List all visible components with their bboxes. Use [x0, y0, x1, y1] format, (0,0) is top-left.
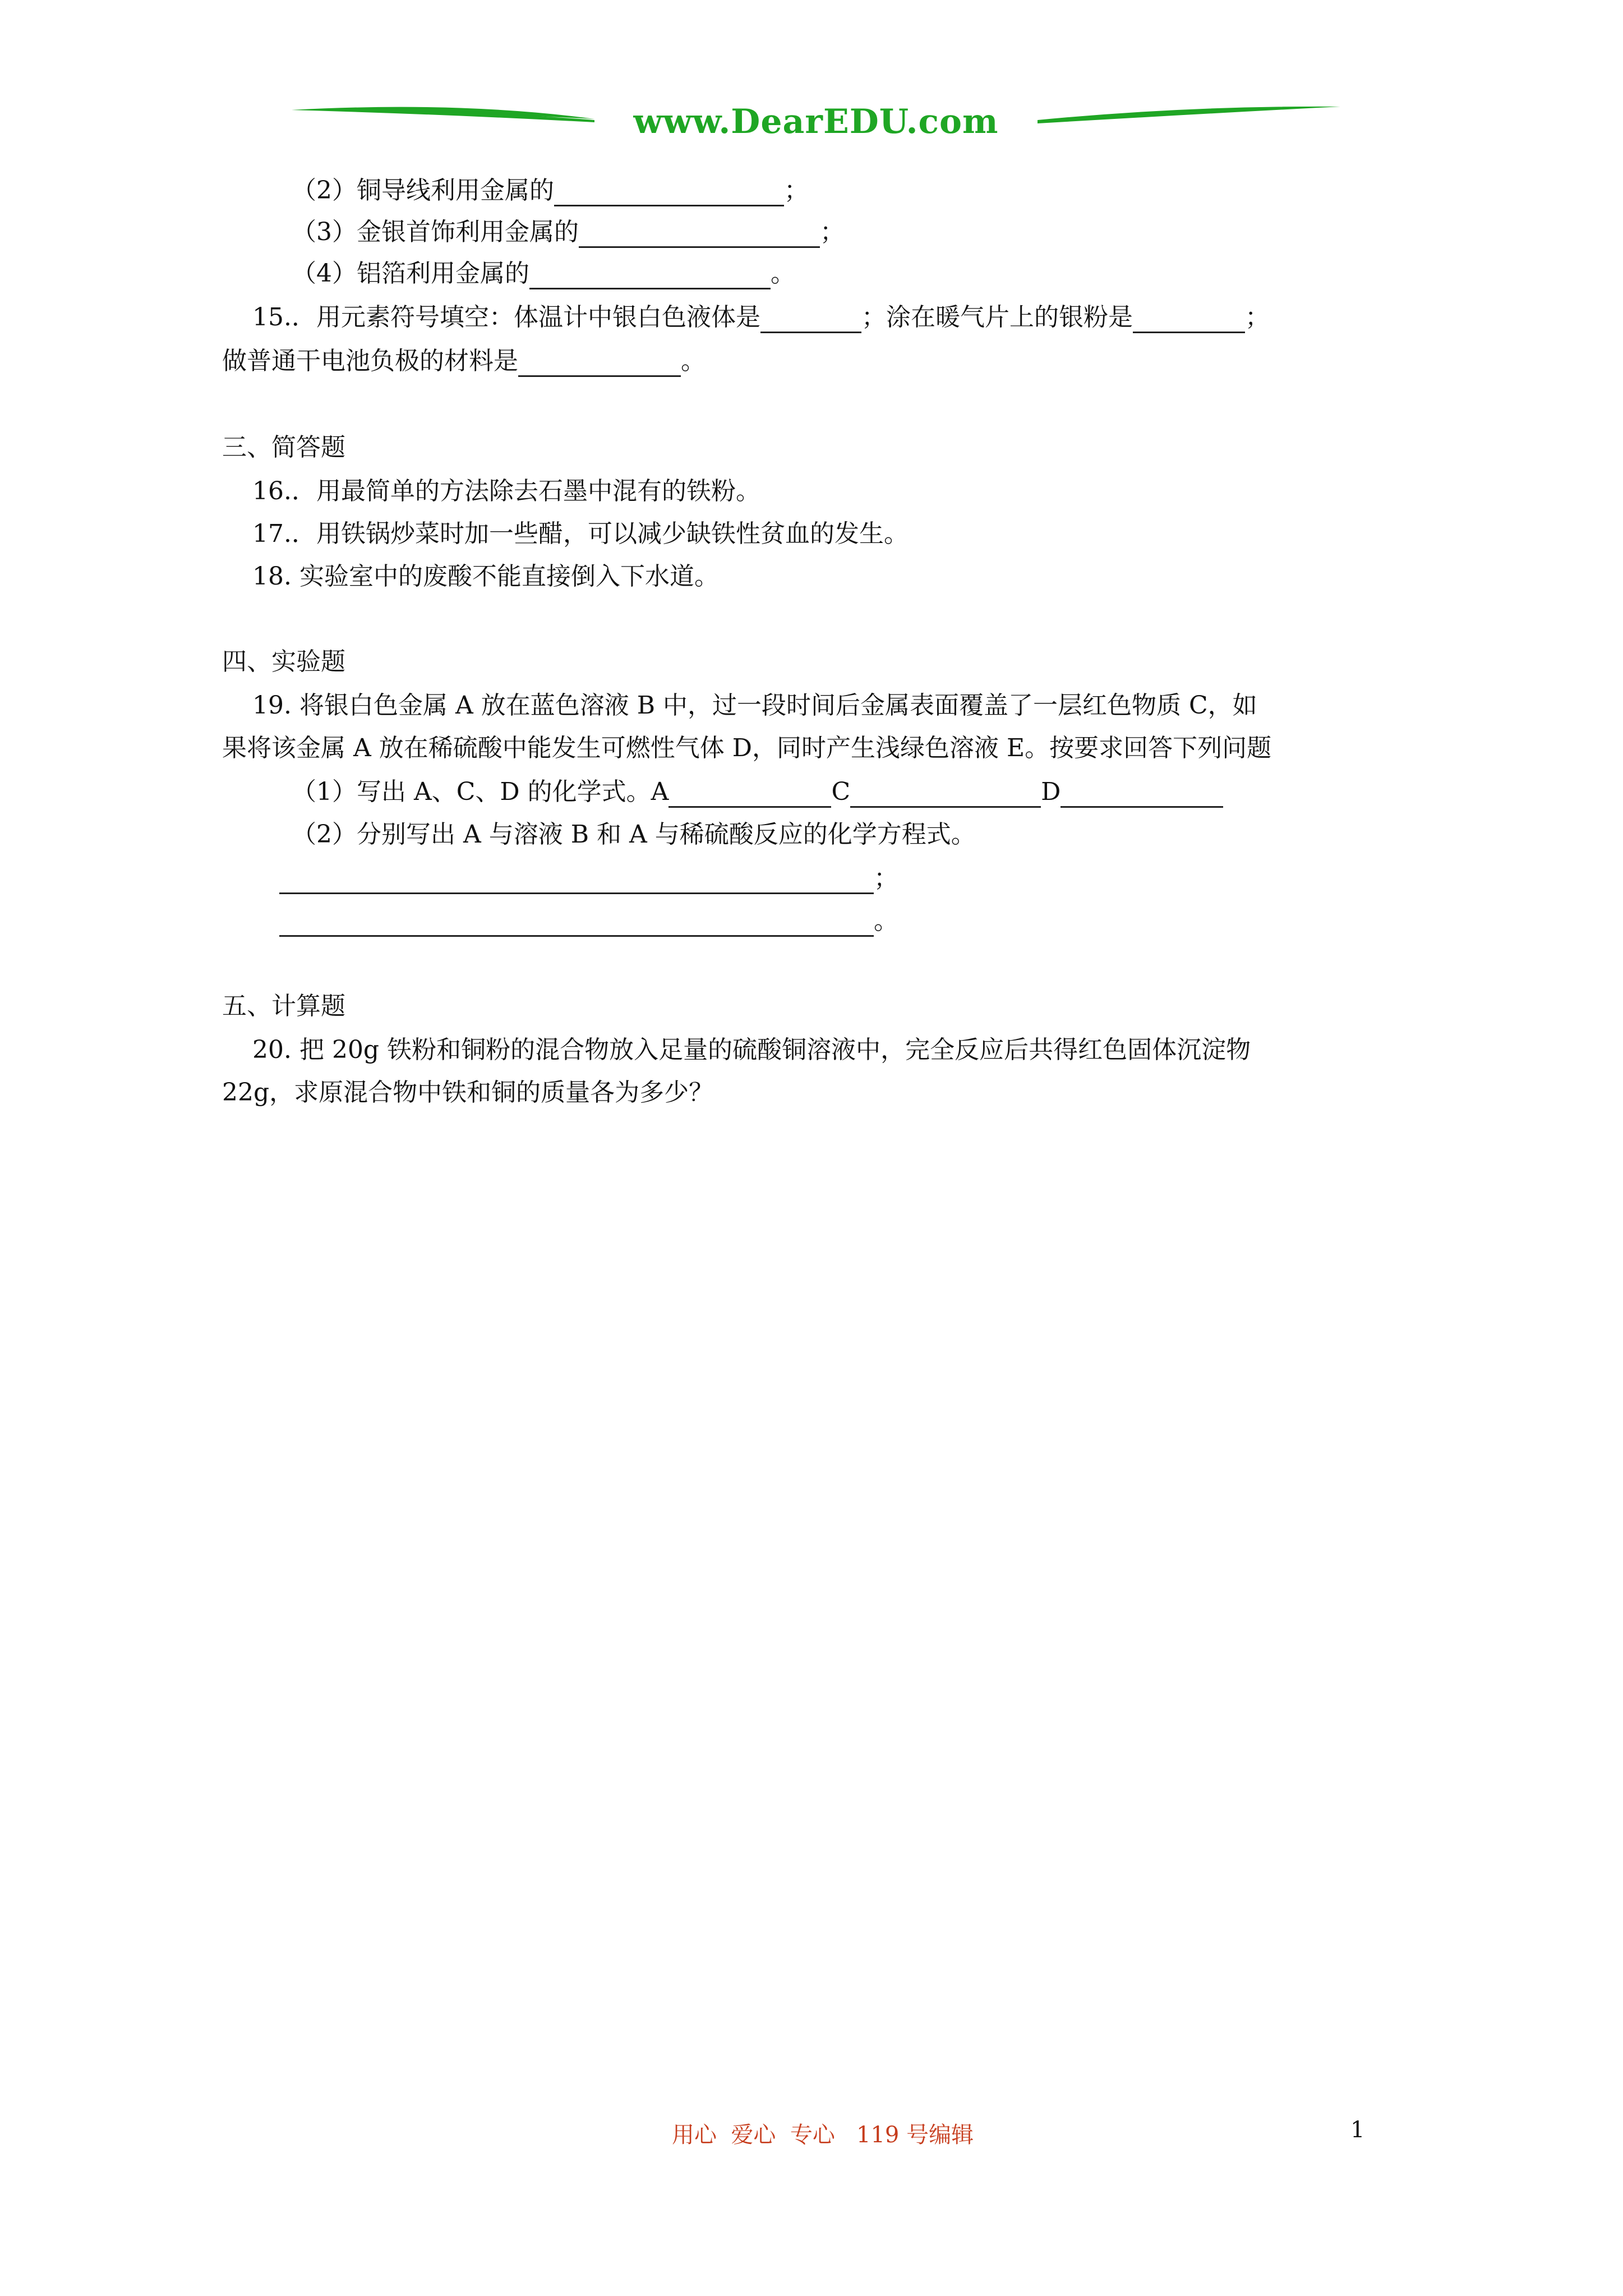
q17: 17.．用铁锅炒菜时加一些醋，可以减少缺铁性贫血的发生。 [252, 519, 909, 548]
q19-1-text: （1）写出 A、C、D 的化学式。A [292, 777, 669, 806]
section-3-title: 三、简答题 [222, 433, 345, 462]
q19-part-1 [292, 776, 1223, 808]
q14-item-2 [292, 175, 809, 206]
answer-blank[interactable] [529, 262, 771, 289]
punct: ； [1244, 303, 1270, 332]
q14-item-3 [292, 217, 845, 248]
answer-blank[interactable] [518, 349, 681, 377]
q14-4-text: （4）铝箔利用金属的 [292, 259, 529, 288]
answer-blank[interactable] [554, 179, 784, 206]
q15-text-a: 15.．用元素符号填空：体温计中银白色液体是 [252, 303, 760, 332]
punct: ； [820, 218, 845, 246]
q20-line-2: 22g，求原混合物中铁和铜的质量各为多少？ [222, 1078, 714, 1107]
punct: 。 [771, 259, 795, 288]
answer-blank[interactable] [279, 867, 874, 894]
q14-2-text: （2）铜导线利用金属的 [292, 176, 554, 205]
q14-3-text: （3）金银首饰利用金属的 [292, 218, 579, 246]
answer-blank[interactable] [579, 220, 820, 248]
answer-blank[interactable] [760, 306, 861, 333]
answer-blank[interactable] [1133, 306, 1245, 333]
punct: 。 [874, 907, 898, 935]
answer-blank[interactable] [279, 909, 874, 937]
q19-equation-1 [279, 863, 898, 894]
footer-text: 用心 爱心 专心 119 号编辑 [672, 2122, 974, 2148]
q15-line-1 [252, 302, 1270, 333]
q19-1-d: D [1041, 777, 1061, 806]
section-4-title: 四、实验题 [222, 647, 345, 676]
answer-blank-a[interactable] [668, 780, 831, 808]
page-number: 1 [1350, 2117, 1365, 2143]
q19-line-2: 果将该金属 A 放在稀硫酸中能发生可燃性气体 D，同时产生浅绿色溶液 E。按要求回答下列问题 [222, 734, 1272, 762]
q15-line-2 [222, 346, 706, 377]
q19-part-2: （2）分别写出 A 与溶液 B 和 A 与稀硫酸反应的化学方程式。 [292, 820, 976, 849]
q15-text-b: ；涂在暖气片上的银粉是 [861, 303, 1133, 332]
q15-text-d: 做普通干电池负极的材料是 [222, 347, 518, 375]
q16: 16.．用最简单的方法除去石墨中混有的铁粉。 [252, 477, 760, 505]
punct: ； [874, 864, 898, 892]
header-banner [292, 95, 1340, 146]
section-5-title: 五、计算题 [222, 992, 345, 1020]
punct: ； [784, 176, 809, 205]
q19-line-1: 19. 将银白色金属 A 放在蓝色溶液 B 中，过一段时间后金属表面覆盖了一层红色物质 C，如 [252, 691, 1257, 720]
answer-blank-d[interactable] [1061, 780, 1223, 808]
q14-item-4 [292, 258, 795, 289]
q20-line-1: 20. 把 20g 铁粉和铜粉的混合物放入足量的硫酸铜溶液中，完全反应后共得红色固体沉淀物 [252, 1036, 1251, 1064]
q19-1-c: C [831, 777, 851, 806]
punct: 。 [681, 347, 706, 375]
q18: 18. 实验室中的废酸不能直接倒入下水道。 [252, 562, 719, 591]
answer-blank-c[interactable] [850, 780, 1041, 808]
q19-equation-2 [279, 905, 898, 937]
header-site-logo: www.DearEDU.com [633, 102, 999, 141]
